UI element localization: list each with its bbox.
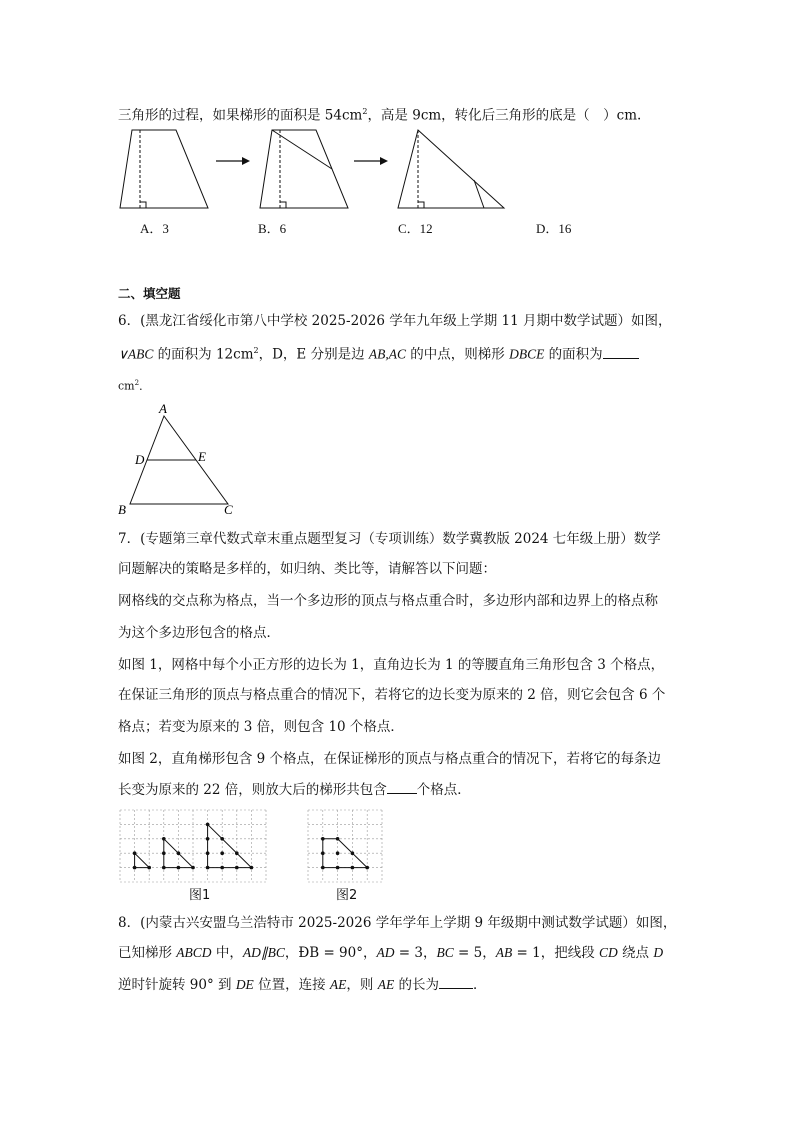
figure-2-caption: 图2: [336, 888, 358, 903]
option-a[interactable]: A．3: [140, 221, 169, 236]
vertex-label-c: C: [224, 502, 233, 517]
q8-line3: 逆时针旋转 90° 到 DE 位置，连接 AE，则 AE 的长为 ．: [118, 977, 487, 993]
grid-figure-2: [308, 810, 382, 882]
arrow-right-icon: [216, 155, 250, 167]
q5-triangle-figure: [396, 128, 506, 212]
q5-stem: 三角形的过程，如果梯形的面积是 $54cm^2$，高是 9cm，转化后三角形的底是（ ）cm.: [118, 107, 642, 124]
arrow-right-icon: [354, 155, 388, 167]
q7-line1: 7．(专题第三章代数式章末重点题型复习（专项训练）数学冀教版 2024 七年级上册）数学: [118, 531, 661, 547]
q8-line2: 已知梯形 ABCD 中，AD∥BC，ÐB = 90°，AD = 3，BC = 5，AB = 1，把线段 CD 绕点 D: [118, 945, 664, 961]
figure-1-caption: 图1: [189, 888, 211, 903]
q6-line2: ∨ABC 的面积为 $12cm^2$，D，E 分别是边 AB,AC 的中点，则梯形 DBCE 的面积为: [118, 342, 639, 364]
q7-line9: 长变为原来的 22 倍，则放大后的梯形共包含 个格点．: [118, 782, 471, 798]
q5-trapezoid-figure: [118, 128, 210, 212]
q7-line8: 如图 2，直角梯形包含 9 个格点，在保证梯形的顶点与格点重合的情况下，若将它的每条边: [118, 751, 662, 767]
option-b[interactable]: B．6: [258, 221, 287, 236]
q6-line3: $cm^2$．: [118, 379, 151, 393]
q7-line4: 为这个多边形包含的格点．: [118, 625, 280, 641]
q7-line3: 网格线的交点称为格点，当一个多边形的顶点与格点重合时，多边形内部和边界上的格点称: [118, 593, 658, 609]
q5-trapezoid-cut-figure: [258, 128, 350, 212]
vertex-label-b: B: [118, 502, 126, 517]
answer-blank[interactable]: [603, 345, 639, 359]
vertex-label-a: A: [159, 401, 167, 416]
option-d[interactable]: D．16: [536, 221, 572, 236]
grid-figure-1: [120, 810, 266, 882]
q6-triangle-figure: [116, 400, 246, 520]
q7-line6: 在保证三角形的顶点与格点重合的情况下，若将它的边长变为原来的 2 倍，则它会包含 6 个: [118, 687, 666, 703]
vertex-label-e: E: [198, 449, 206, 464]
answer-blank[interactable]: [439, 975, 473, 989]
q6-line1: 6．(黑龙江省绥化市第八中学校 2025-2026 学年九年级上学期 11 月期中数学试题）如图，: [118, 313, 672, 329]
q7-line7: 格点；若变为原来的 3 倍，则包含 10 个格点．: [118, 719, 404, 735]
q7-line2: 问题解决的策略是多样的，如归纳、类比等，请解答以下问题：: [118, 561, 496, 577]
section-heading: 二、填空题: [118, 286, 181, 301]
q8-line1: 8．(内蒙古兴安盟乌兰浩特市 2025-2026 学年学年上学期 9 年级期中测试数学试题）如图，: [118, 915, 677, 931]
vertex-label-d: D: [135, 452, 145, 467]
q7-line5: 如图 1，网格中每个小正方形的边长为 1，直角边长为 1 的等腰直角三角形包含 3 个格点，: [118, 657, 665, 673]
option-c[interactable]: C．12: [398, 221, 433, 236]
answer-blank[interactable]: [387, 780, 417, 794]
